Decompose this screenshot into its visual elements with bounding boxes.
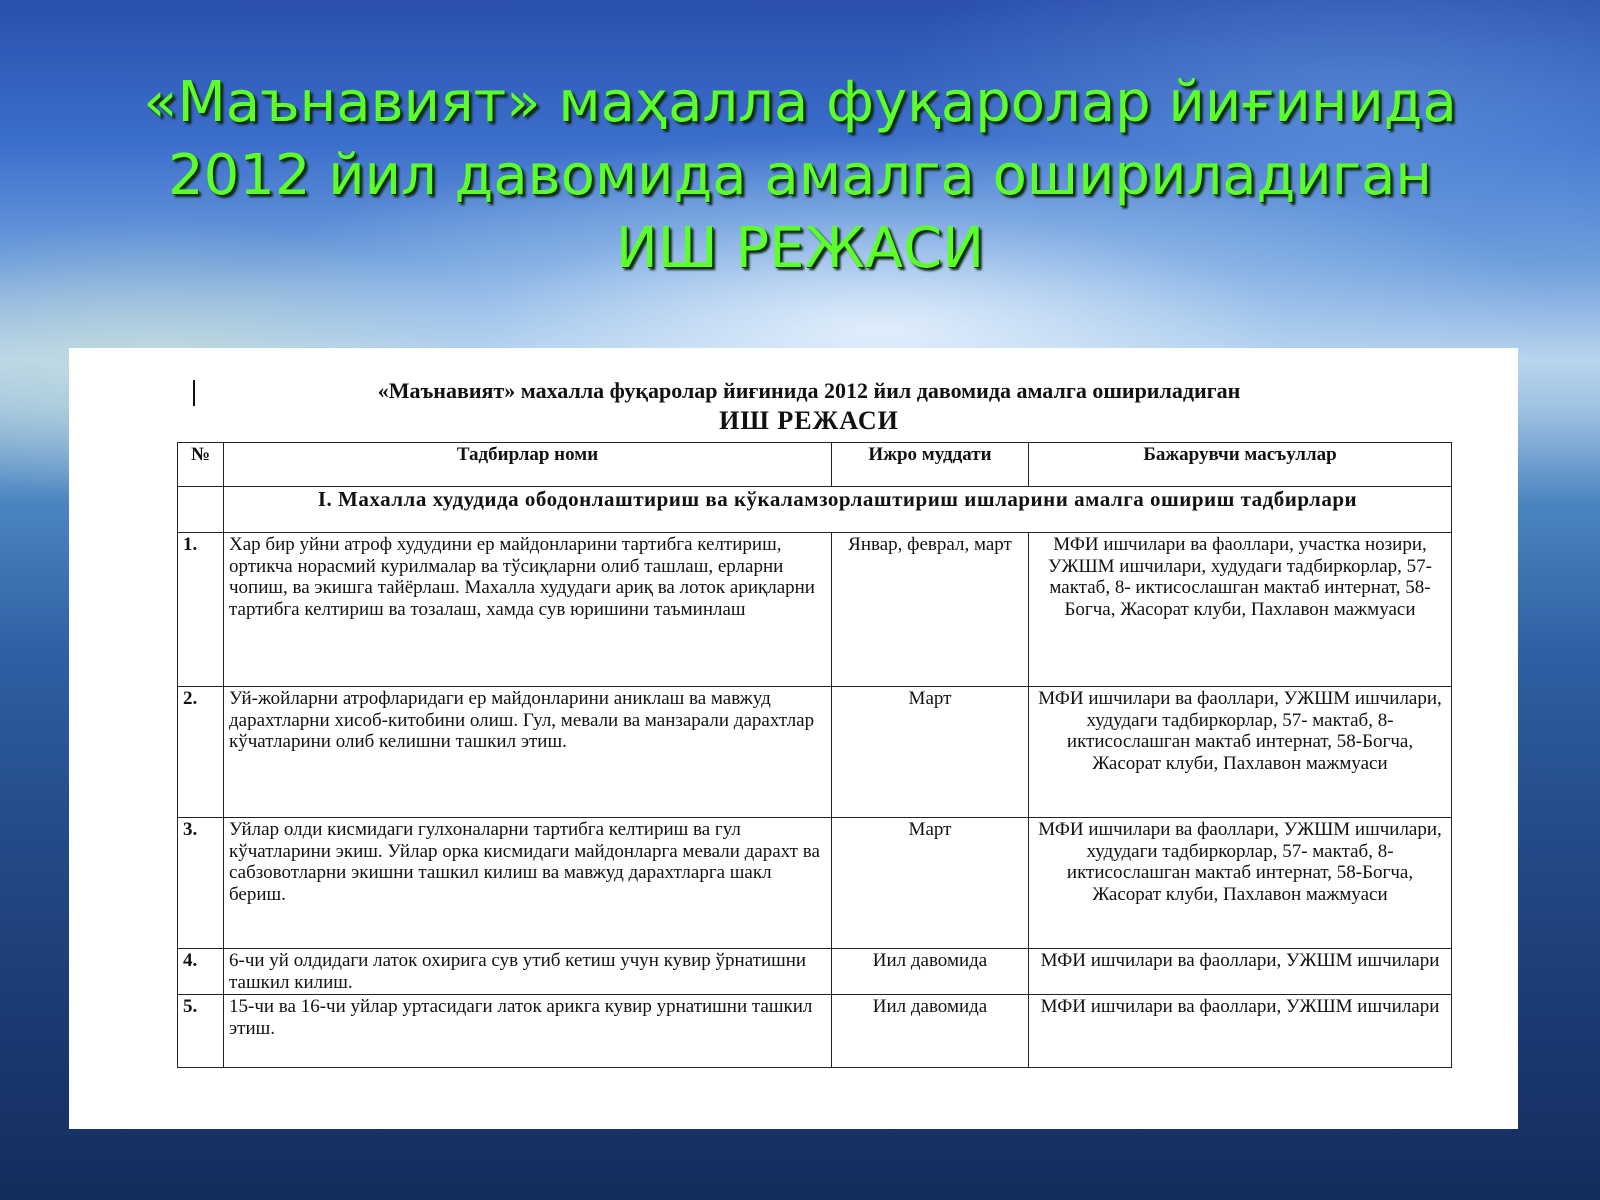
section-row <box>178 487 1452 533</box>
row-deadline: Январ, феврал, март <box>832 533 1029 687</box>
row-responsible: МФИ ишчилари ва фаоллари, УЖШМ ишчилари <box>1029 995 1452 1068</box>
slide-title-line-1: «Маънавият» маҳалла фуқаролар йиғинида <box>143 70 1457 135</box>
row-number: 4. <box>178 949 224 995</box>
document-image <box>69 348 1518 1129</box>
table-row <box>178 687 1452 818</box>
row-responsible: МФИ ишчилари ва фаоллари, УЖШМ ишчилари, худудаги тадбиркорлар, 57- мактаб, 8- иктисослашган мактаб интернат, 58-Богча, Жасорат клуби, Пахлавон мажмуаси <box>1029 818 1452 949</box>
slide-title <box>0 66 1600 285</box>
table-row <box>178 818 1452 949</box>
row-responsible: МФИ ишчилари ва фаоллари, УЖШМ ишчилари, худудаги тадбиркорлар, 57- мактаб, 8- иктисослашган мактаб интернат, 58-Богча, Жасорат клуби, Пахлавон мажмуаси <box>1029 687 1452 818</box>
row-number: 1. <box>178 533 224 687</box>
row-deadline: Март <box>832 818 1029 949</box>
row-activity: 15-чи ва 16-чи уйлар уртасидаги латок арикга кувир урнатишни ташкил этиш. <box>224 995 832 1068</box>
table-row <box>178 995 1452 1068</box>
section-title: I. Махалла худудида ободонлаштириш ва кўкаламзорлаштириш ишларини амалга ошириш тадбирлари <box>224 487 1452 533</box>
row-deadline: Март <box>832 687 1029 818</box>
row-responsible: МФИ ишчилари ва фаоллари, участка нозири, УЖШМ ишчилари, худудаги тадбиркорлар, 57- мактаб, 8- иктисослашган мактаб интернат, 58-Богча, Жасорат клуби, Пахлавон мажмуаси <box>1029 533 1452 687</box>
column-header-number: № <box>178 443 224 487</box>
table-row <box>178 533 1452 687</box>
row-activity: Уй-жойларни атрофларидаги ер майдонларини аниклаш ва мавжуд дарахтларни хисоб-китобини олиш. Гул, мевали ва манзарали дарахтлар кўчатларини олиб келишни ташкил этиш. <box>224 687 832 818</box>
document-subheading: ИШ РЕЖАСИ <box>719 406 899 435</box>
row-number: 3. <box>178 818 224 949</box>
row-number: 2. <box>178 687 224 818</box>
row-activity: 6-чи уй олдидаги латок охирига сув утиб кетиш учун кувир ўрнатишни ташкил килиш. <box>224 949 832 995</box>
work-plan-table <box>177 442 1452 1068</box>
slide-title-line-3: ИШ РЕЖАСИ <box>615 216 985 281</box>
row-deadline: Иил давомида <box>832 949 1029 995</box>
table-row <box>178 949 1452 995</box>
column-header-responsible: Бажарувчи масъуллар <box>1029 443 1452 487</box>
row-responsible: МФИ ишчилари ва фаоллари, УЖШМ ишчилари <box>1029 949 1452 995</box>
row-deadline: Иил давомида <box>832 995 1029 1068</box>
section-number-cell <box>178 487 224 533</box>
row-activity: Хар бир уйни атроф худудини ер майдонларини тартибга келтириш, ортикча норасмий курилмалар ва тўсиқларни олиб ташлаш, ерларни чопиш, ва экишга тайёрлаш. Махалла худудаги ариқ ва лоток ариқларни тартибга келтириш ва тозалаш, хамда сув юришини таъминлаш <box>224 533 832 687</box>
slide-title-line-2: 2012 йил давомида амалга ошириладиган <box>167 143 1433 208</box>
document-heading <box>189 376 1429 436</box>
table-header-row <box>178 443 1452 487</box>
column-header-activity: Тадбирлар номи <box>224 443 832 487</box>
column-header-deadline: Ижро муддати <box>832 443 1029 487</box>
row-number: 5. <box>178 995 224 1068</box>
row-activity: Уйлар олди кисмидаги гулхоналарни тартибга келтириш ва гул кўчатларини экиш. Уйлар орка кисмидаги майдонларга мевали дарахт ва сабзовотларни экишни ташкил килиш ва мавжуд дарахтларга шакл бериш. <box>224 818 832 949</box>
document-heading-line: «Маънавият» махалла фуқаролар йиғинида 2012 йил давомида амалга ошириладиган <box>377 378 1241 403</box>
